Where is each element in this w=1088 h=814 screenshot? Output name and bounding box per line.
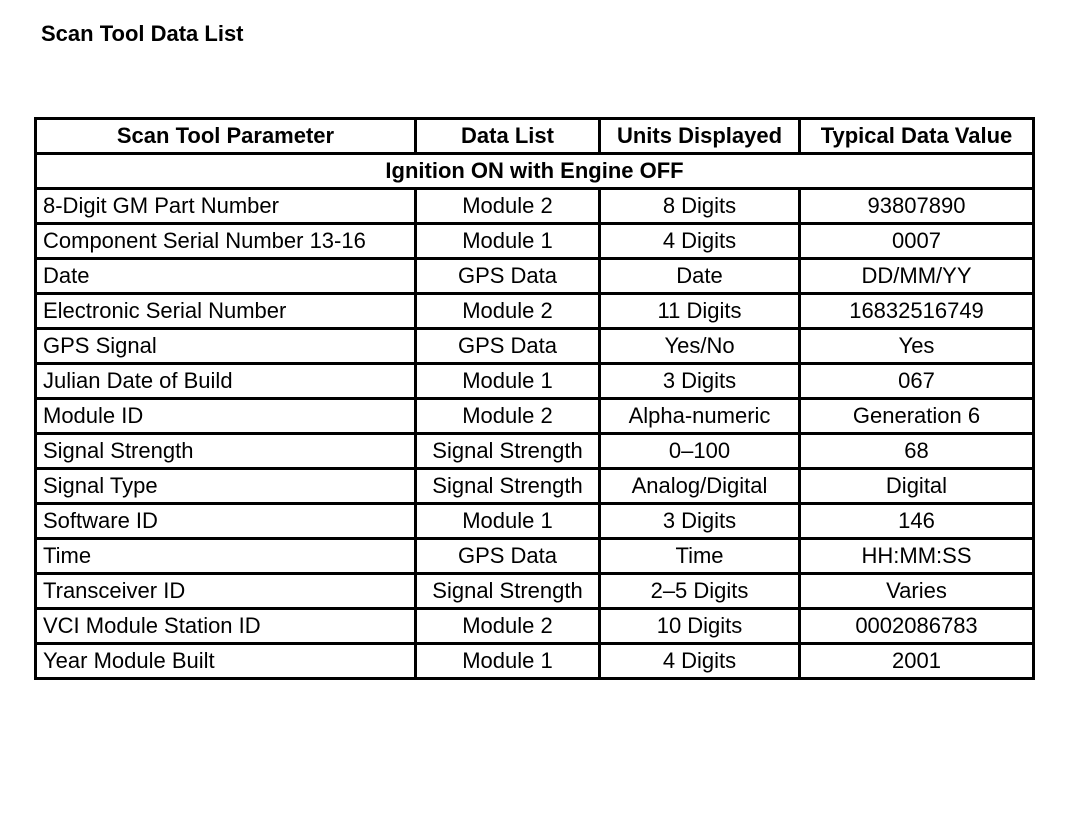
cell-typical-value: HH:MM:SS [800,539,1034,574]
table-row [36,539,1034,574]
cell-typical-value: DD/MM/YY [800,259,1034,294]
cell-typical-value: 68 [800,434,1034,469]
cell-data-list: Module 2 [416,189,600,224]
cell-typical-value: 067 [800,364,1034,399]
cell-units: 11 Digits [600,294,800,329]
cell-parameter: Year Module Built [36,644,416,679]
cell-units: 8 Digits [600,189,800,224]
table-row [36,399,1034,434]
table-row [36,469,1034,504]
cell-data-list: Signal Strength [416,469,600,504]
table-header-row [36,119,1034,154]
cell-data-list: Module 1 [416,364,600,399]
cell-units: 2–5 Digits [600,574,800,609]
cell-units: Yes/No [600,329,800,364]
cell-units: Analog/Digital [600,469,800,504]
cell-units: Time [600,539,800,574]
cell-parameter: Julian Date of Build [36,364,416,399]
cell-data-list: GPS Data [416,259,600,294]
section-row [36,154,1034,189]
cell-parameter: 8-Digit GM Part Number [36,189,416,224]
cell-parameter: Date [36,259,416,294]
cell-typical-value: 146 [800,504,1034,539]
table-row [36,644,1034,679]
cell-typical-value: 0002086783 [800,609,1034,644]
cell-parameter: VCI Module Station ID [36,609,416,644]
cell-units: 0–100 [600,434,800,469]
cell-typical-value: Generation 6 [800,399,1034,434]
cell-data-list: Module 1 [416,504,600,539]
cell-data-list: Module 1 [416,224,600,259]
column-header-typical-value: Typical Data Value [800,119,1034,154]
cell-units: 10 Digits [600,609,800,644]
column-header-data-list: Data List [416,119,600,154]
cell-data-list: GPS Data [416,539,600,574]
cell-data-list: Signal Strength [416,574,600,609]
table-row [36,434,1034,469]
table-row [36,294,1034,329]
cell-parameter: Software ID [36,504,416,539]
table-row [36,609,1034,644]
table-row [36,259,1034,294]
column-header-units: Units Displayed [600,119,800,154]
cell-parameter: Module ID [36,399,416,434]
cell-parameter: Transceiver ID [36,574,416,609]
cell-parameter: Component Serial Number 13-16 [36,224,416,259]
table-row [36,224,1034,259]
cell-typical-value: Varies [800,574,1034,609]
column-header-parameter: Scan Tool Parameter [36,119,416,154]
section-label: Ignition ON with Engine OFF [36,154,1034,189]
scan-tool-data-table [34,117,1035,680]
cell-typical-value: 16832516749 [800,294,1034,329]
table-row [36,329,1034,364]
cell-units: 3 Digits [600,504,800,539]
cell-typical-value: Digital [800,469,1034,504]
cell-units: Alpha-numeric [600,399,800,434]
cell-parameter: Electronic Serial Number [36,294,416,329]
cell-data-list: Signal Strength [416,434,600,469]
cell-data-list: Module 2 [416,609,600,644]
cell-data-list: GPS Data [416,329,600,364]
cell-typical-value: 0007 [800,224,1034,259]
cell-typical-value: Yes [800,329,1034,364]
cell-parameter: Signal Type [36,469,416,504]
cell-units: 4 Digits [600,644,800,679]
cell-data-list: Module 1 [416,644,600,679]
table-row [36,574,1034,609]
cell-typical-value: 93807890 [800,189,1034,224]
cell-parameter: Signal Strength [36,434,416,469]
cell-typical-value: 2001 [800,644,1034,679]
cell-data-list: Module 2 [416,399,600,434]
cell-units: 3 Digits [600,364,800,399]
cell-parameter: Time [36,539,416,574]
cell-units: Date [600,259,800,294]
cell-parameter: GPS Signal [36,329,416,364]
table-row [36,364,1034,399]
table-row [36,504,1034,539]
table-row [36,189,1034,224]
page-title: Scan Tool Data List [41,21,244,46]
cell-units: 4 Digits [600,224,800,259]
cell-data-list: Module 2 [416,294,600,329]
